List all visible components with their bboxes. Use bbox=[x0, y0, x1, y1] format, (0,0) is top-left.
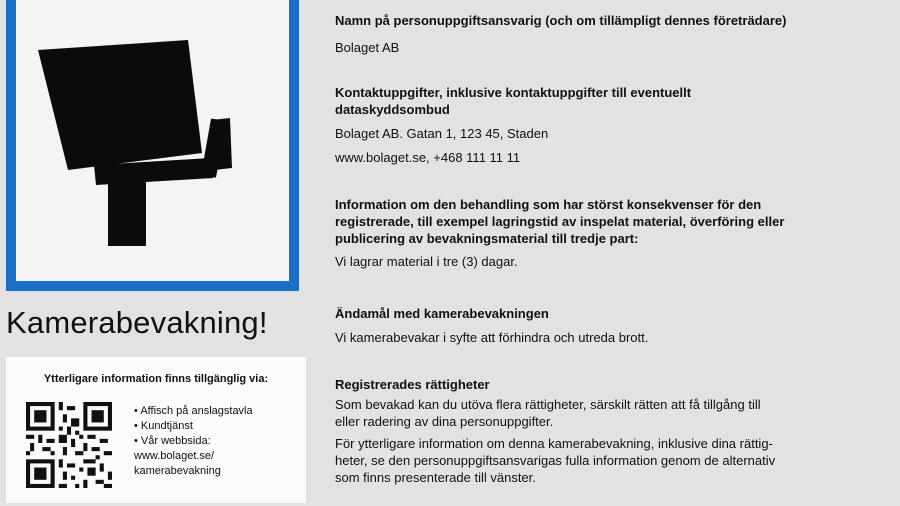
cctv-camera-icon bbox=[16, 0, 289, 281]
more-info-list bbox=[134, 404, 253, 479]
list-item: • Kundtjänst bbox=[134, 419, 253, 434]
contact-section bbox=[335, 84, 895, 167]
web-url-line2: kamerabevakning bbox=[134, 465, 221, 477]
camera-sign bbox=[6, 0, 299, 291]
contact-heading-line: Kontaktuppgifter, inklusive kontaktuppgifter till eventuellt bbox=[335, 85, 692, 100]
rights-text-line: som finns presenterade till vänster. bbox=[335, 470, 536, 485]
controller-heading: Namn på personuppgiftsansvarig (och om tillämpligt dennes företrädare) bbox=[335, 13, 787, 28]
sign-panel bbox=[16, 0, 289, 281]
sign-title: Kamerabevakning! bbox=[6, 305, 268, 340]
rights-section bbox=[335, 376, 895, 486]
contact-web-phone: www.bolaget.se, +468 111 11 11 bbox=[335, 150, 521, 165]
purpose-value: Vi kamerabevakar i syfte att förhindra och utreda brott. bbox=[335, 330, 649, 345]
list-item: • Affisch på anslagstavla bbox=[134, 404, 253, 419]
processing-heading-line: Information om den behandling som har störst konsekvenser för den bbox=[335, 197, 762, 212]
rights-heading: Registrerades rättigheter bbox=[335, 377, 490, 392]
rights-text-line: För ytterligare information om denna kamerabevakning, inklusive dina rättig- bbox=[335, 436, 773, 451]
controller-section bbox=[335, 12, 895, 57]
controller-value: Bolaget AB bbox=[335, 40, 400, 55]
qr-code-icon bbox=[26, 402, 112, 488]
list-item: • Vår webbsida: bbox=[134, 434, 253, 449]
more-info-heading: Ytterligare information finns tillgänglig via: bbox=[43, 373, 269, 385]
rights-text-line: eller radering av dina personuppgifter. bbox=[335, 414, 554, 429]
processing-value: Vi lagrar material i tre (3) dagar. bbox=[335, 254, 518, 269]
purpose-section bbox=[335, 305, 895, 347]
more-info-box bbox=[6, 357, 306, 503]
processing-section bbox=[335, 196, 895, 271]
purpose-heading: Ändamål med kamerabevakningen bbox=[335, 306, 549, 321]
processing-heading-line: publicering av bevakningsmaterial till tredje part: bbox=[335, 231, 639, 246]
processing-heading-line: registrerade, till exempel lagringstid av inspelat material, överföring eller bbox=[335, 214, 785, 229]
rights-text-line: heter, se den personuppgiftsansvarigas fulla information genom de alternativ bbox=[335, 453, 776, 468]
rights-text-line: Som bevakad kan du utöva flera rättigheter, särskilt rätten att få tillgång till bbox=[335, 397, 761, 412]
web-url-line1: www.bolaget.se/ bbox=[134, 450, 215, 462]
contact-heading-line: dataskyddsombud bbox=[335, 102, 450, 117]
contact-address: Bolaget AB. Gatan 1, 123 45, Staden bbox=[335, 126, 549, 141]
